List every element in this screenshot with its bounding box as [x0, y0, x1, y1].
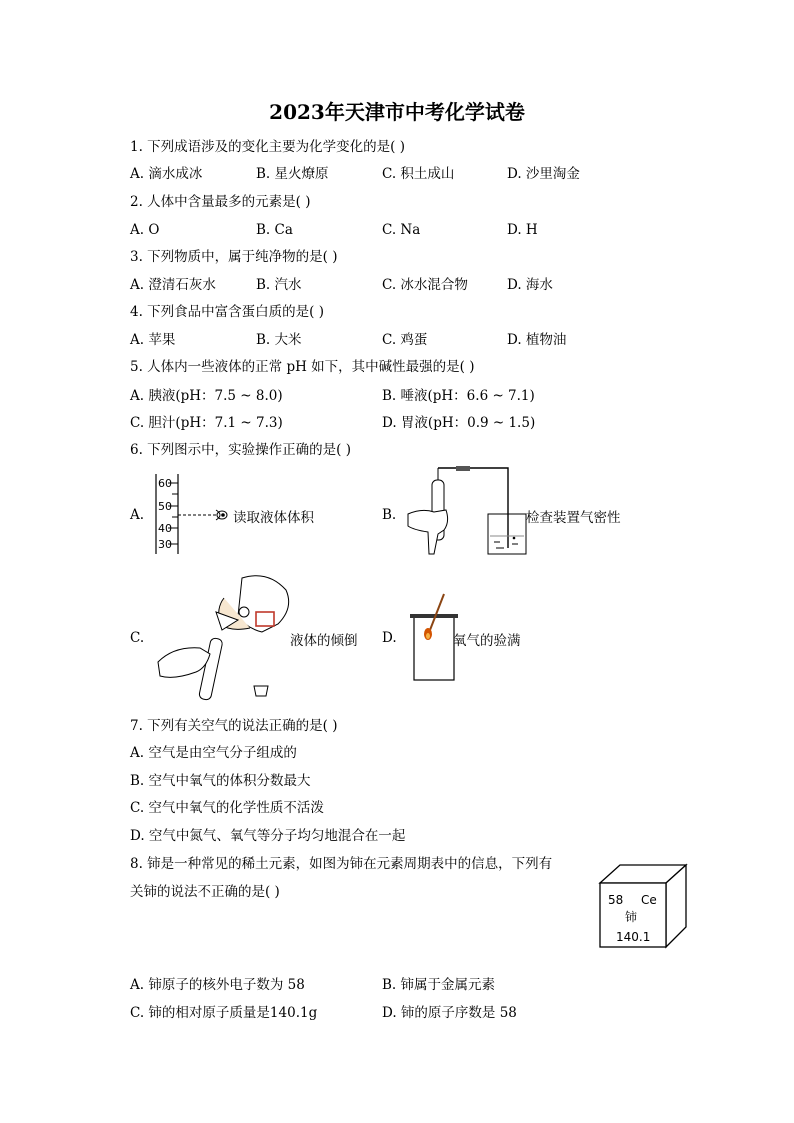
q7-option-a: A. 空气是由空气分子组成的 — [130, 745, 297, 761]
q8-option-c: C. 铈的相对原子质量是140.1g — [130, 1005, 318, 1021]
q2-option-c: C. Na — [382, 222, 421, 238]
q1-option-a: A. 滴水成冰 — [130, 166, 203, 182]
q1-option-c: C. 积土成山 — [382, 166, 455, 182]
figure-d-label: 氧气的验满 — [453, 633, 521, 649]
figure-b-label: 检查装置气密性 — [526, 510, 621, 526]
question-7-stem: 7. 下列有关空气的说法正确的是( ) — [130, 718, 338, 734]
q3-option-b: B. 汽水 — [256, 277, 302, 293]
q5-option-c: C. 胆汁(pH：7.1 ~ 7.3) — [130, 415, 283, 431]
q4-option-a: A. 苹果 — [130, 332, 176, 348]
tick-30: 30 — [158, 538, 172, 551]
pouring-liquid-figure — [150, 568, 295, 706]
question-8-stem-line2: 关铈的说法不正确的是( ) — [130, 884, 280, 900]
question-3-stem: 3. 下列物质中，属于纯净物的是( ) — [130, 249, 338, 265]
q5-option-d: D. 胃液(pH：0.9 ~ 1.5) — [382, 415, 536, 431]
q7-option-d: D. 空气中氮气、氧气等分子均匀地混合在一起 — [130, 828, 406, 844]
q8-option-a: A. 铈原子的核外电子数为 58 — [130, 977, 305, 993]
q1-option-b: B. 星火燎原 — [256, 166, 329, 182]
page-title: 2023年天津市中考化学试卷 — [269, 100, 525, 124]
q7-option-b: B. 空气中氧气的体积分数最大 — [130, 773, 311, 789]
q3-option-c: C. 冰水混合物 — [382, 277, 468, 293]
atomic-mass: 140.1 — [616, 930, 651, 944]
question-8-stem-line1: 8. 铈是一种常见的稀土元素，如图为铈在元素周期表中的信息，下列有 — [130, 856, 553, 872]
element-symbol: Ce — [641, 893, 657, 907]
q4-option-c: C. 鸡蛋 — [382, 332, 428, 348]
eye-icon — [221, 513, 225, 517]
tick-60: 60 — [158, 477, 172, 490]
question-1-stem: 1. 下列成语涉及的变化主要为化学变化的是( ) — [130, 139, 405, 155]
q3-option-a: A. 澄清石灰水 — [130, 277, 216, 293]
q5-option-b: B. 唾液(pH：6.6 ~ 7.1) — [382, 388, 535, 404]
tick-50: 50 — [158, 500, 172, 513]
q8-option-b: B. 铈属于金属元素 — [382, 977, 496, 993]
question-5-stem: 5. 人体内一些液体的正常 pH 如下，其中碱性最强的是( ) — [130, 359, 475, 375]
question-4-stem: 4. 下列食品中富含蛋白质的是( ) — [130, 304, 324, 320]
q4-option-b: B. 大米 — [256, 332, 302, 348]
figure-a-label: 读取液体体积 — [233, 510, 314, 526]
figure-c-label: 液体的倾倒 — [290, 633, 358, 649]
element-cerium-box — [598, 863, 690, 949]
atomic-number: 58 — [608, 893, 624, 907]
q2-option-b: B. Ca — [256, 222, 293, 238]
q1-option-d: D. 沙里淘金 — [507, 166, 580, 182]
graduated-cylinder-figure — [150, 472, 240, 557]
q3-option-d: D. 海水 — [507, 277, 553, 293]
airtightness-figure — [404, 466, 529, 558]
element-name: 铈 — [625, 910, 638, 924]
question-6-stem: 6. 下列图示中，实验操作正确的是( ) — [130, 442, 351, 458]
q7-option-c: C. 空气中氧气的化学性质不活泼 — [130, 800, 324, 816]
q2-option-a: A. O — [130, 222, 160, 238]
q5-option-a: A. 胰液(pH：7.5 ~ 8.0) — [130, 388, 283, 404]
q2-option-d: D. H — [507, 222, 538, 238]
q8-option-d: D. 铈的原子序数是 58 — [382, 1005, 517, 1021]
question-2-stem: 2. 人体中含量最多的元素是( ) — [130, 194, 311, 210]
tick-40: 40 — [158, 522, 172, 535]
q4-option-d: D. 植物油 — [507, 332, 567, 348]
q6-option-b: B. — [382, 507, 397, 523]
q6-option-c: C. — [130, 630, 145, 646]
q6-option-d: D. — [382, 630, 397, 646]
q6-option-a: A. — [130, 507, 145, 523]
